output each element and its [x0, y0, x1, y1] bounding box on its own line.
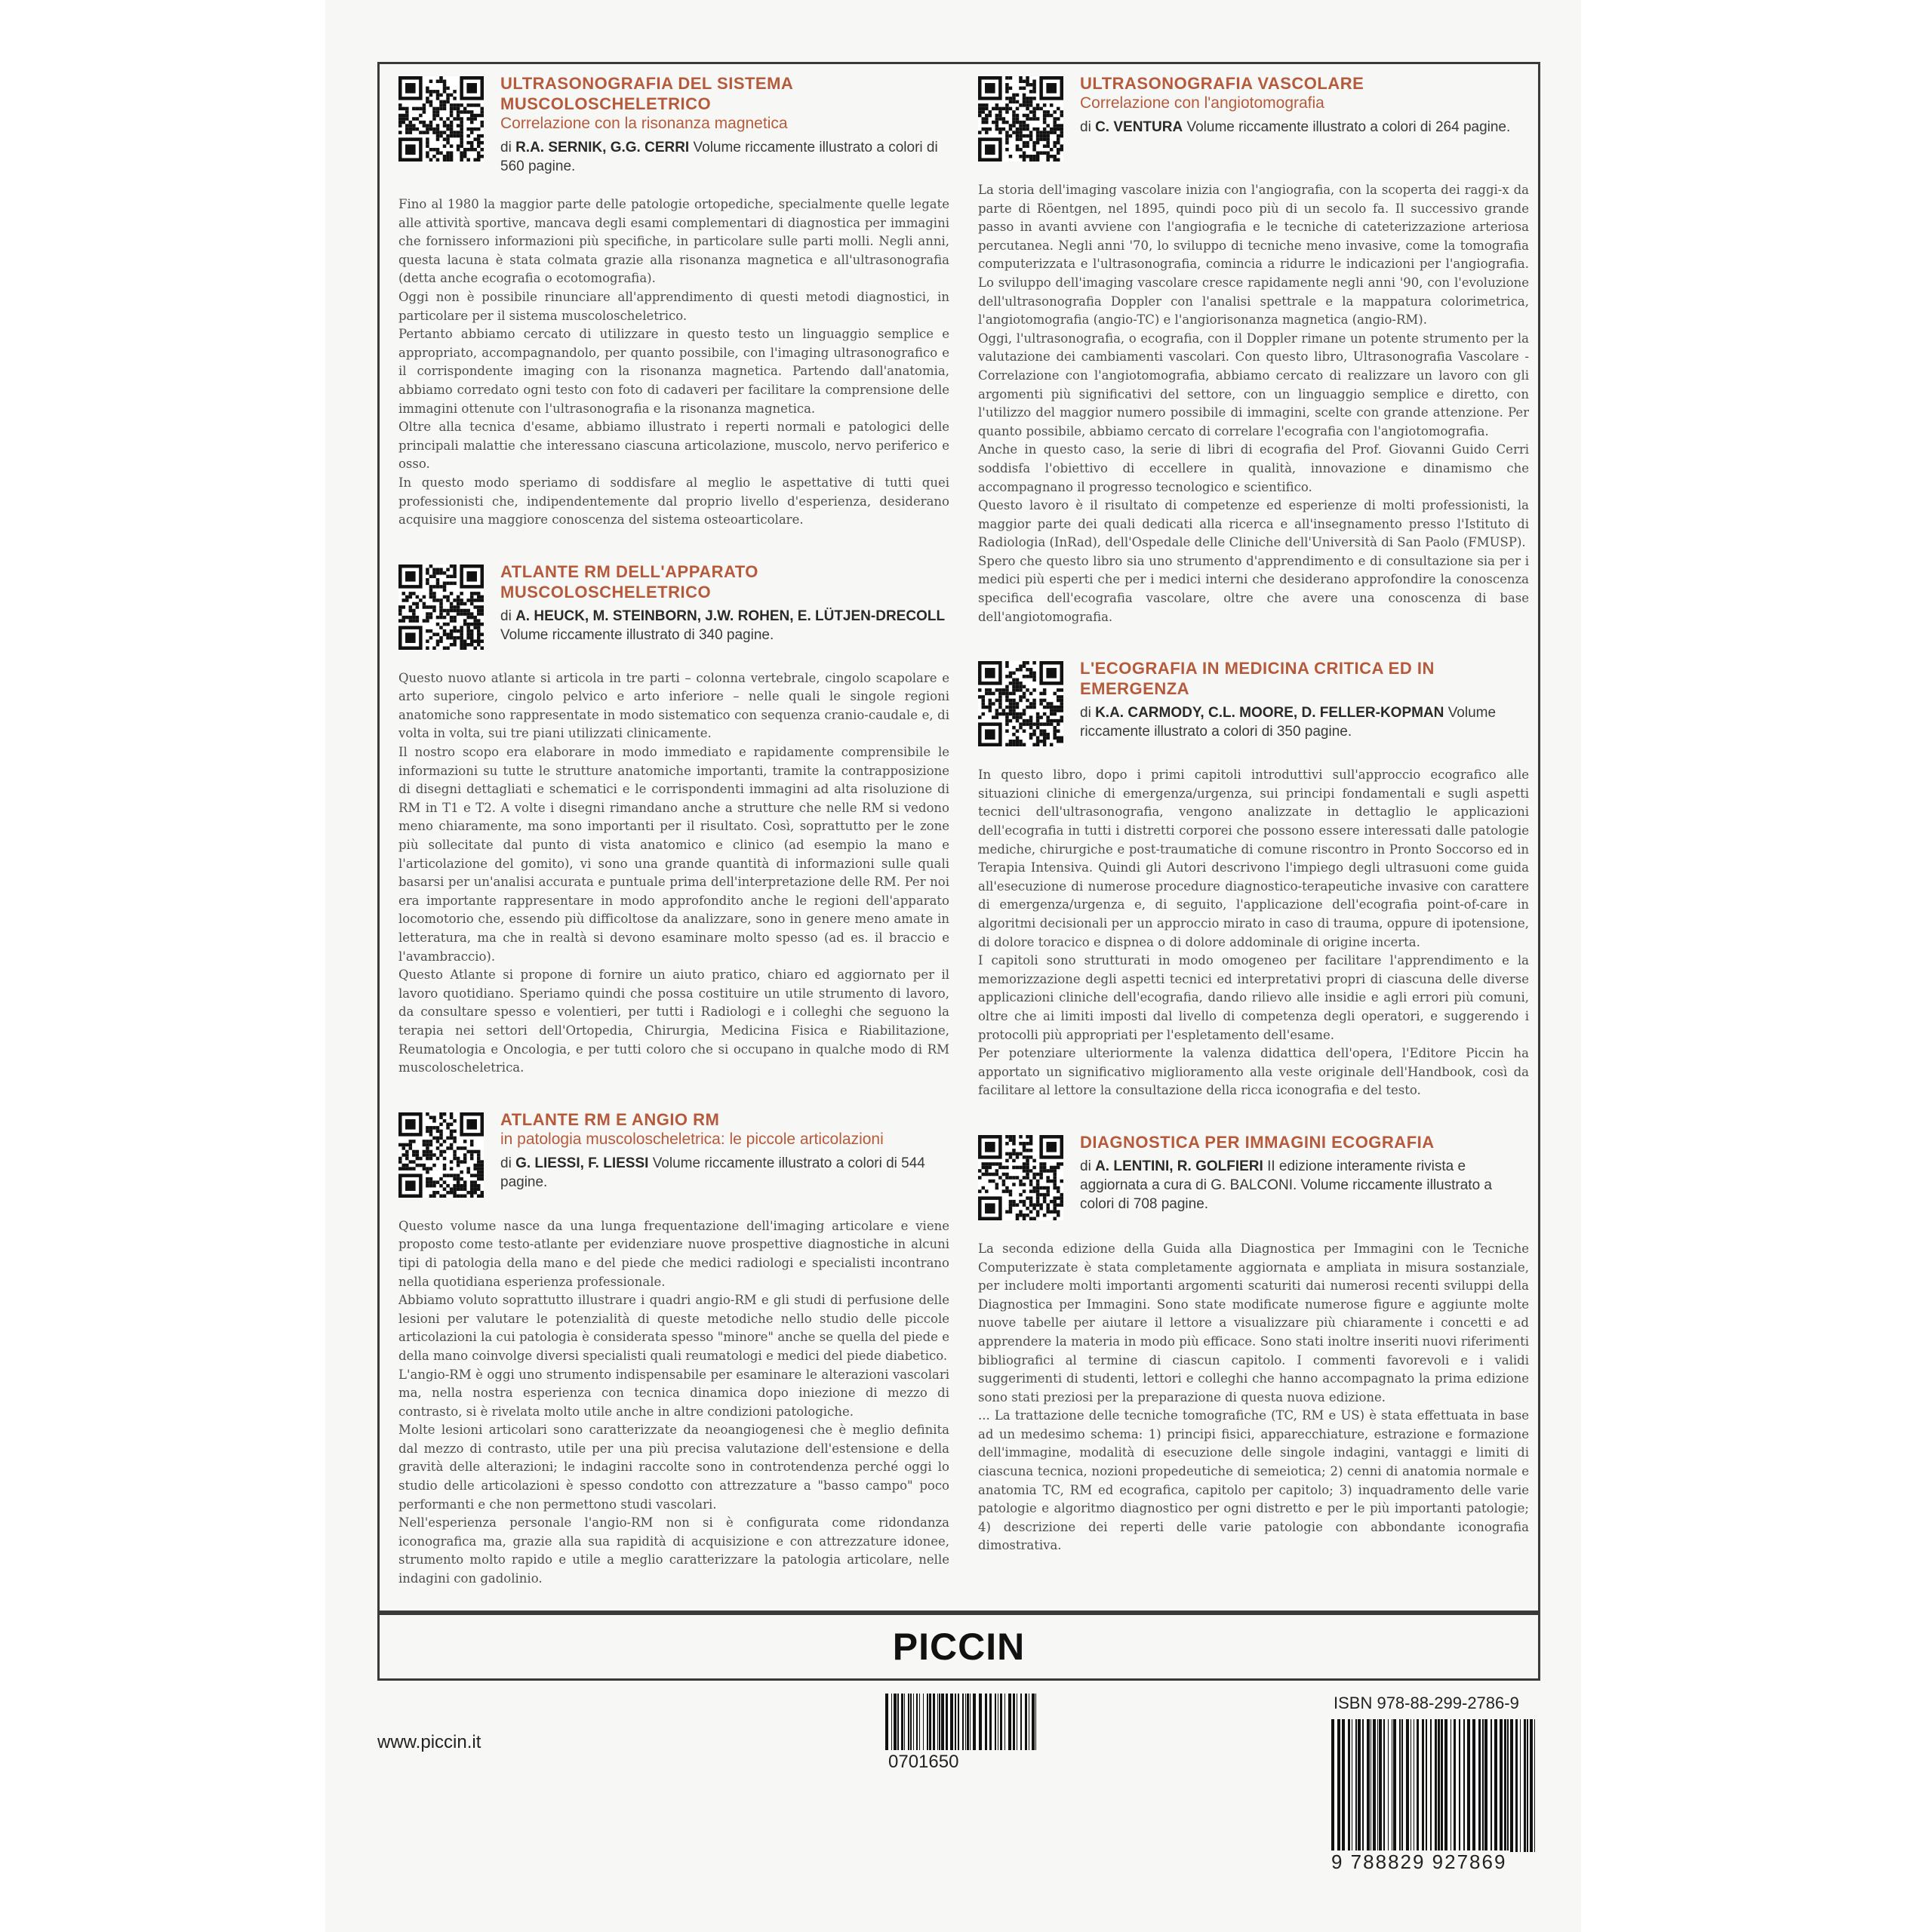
barcode-bar: [1510, 1719, 1513, 1852]
barcode-bar: [979, 1694, 982, 1750]
barcode-bar: [1454, 1719, 1456, 1852]
book-description: [978, 766, 1529, 1100]
book-entry: [398, 1109, 949, 1589]
description-paragraph: Oggi non è possibile rinunciare all'apprendimento di questi metodi diagnostici, in particolare per il sistema muscoloscheletrico.: [398, 289, 949, 323]
book-entry: [978, 1132, 1529, 1555]
book-byline: [1080, 703, 1529, 741]
barcode-bar: [1406, 1719, 1409, 1852]
barcode-bar: [904, 1694, 905, 1750]
description-paragraph: Nell'esperienza personale l'angio-RM non si è configurata come ridondanza iconografica ma, grazie alla sua rapidità di acquisizione e con attrezzature idonee, strumento molto rapido e utile a meglio caratterizzare la patologia articolare, nelle indagini con gadolinio.: [398, 1515, 949, 1586]
book-title: DIAGNOSTICA PER IMMAGINI ECOGRAFIA: [1080, 1132, 1435, 1152]
barcode-bar: [897, 1694, 899, 1750]
description-paragraph: Questo nuovo atlante si articola in tre parti – colonna vertebrale, cingolo scapolare e arto superiore, cingolo pelvico e arto inferiore – nelle quali le singole regioni anatomiche sono rappresentate in modo sistematico con sequenza cranio-caudale e, di volta in volta, sui tre piani utilizzati clinicamente.: [398, 670, 949, 741]
barcode-bar: [1507, 1719, 1509, 1852]
barcode-bar: [901, 1694, 903, 1750]
description-paragraph: L'angio-RM è oggi uno strumento indispensabile per esaminare le alterazioni vascolari ma, nella nostra esperienza con tecnica dinamica dopo iniezione di mezzo di contrasto, si è rivelata molto utile anche in altre condizioni patologiche.: [398, 1367, 949, 1419]
qr-code-icon: [978, 1135, 1063, 1220]
barcode-bar: [919, 1694, 920, 1750]
barcode-bar: [1478, 1719, 1481, 1852]
book-description: [398, 195, 949, 530]
barcode-bar: [1430, 1719, 1432, 1852]
barcode-bar: [1367, 1719, 1370, 1852]
barcode-bar: [985, 1694, 987, 1750]
book-meta: [1080, 1132, 1529, 1214]
book-subtitle: in patologia muscoloscheletrica: le piccole articolazioni: [500, 1130, 884, 1148]
barcode-bar: [1373, 1719, 1376, 1852]
barcode-bar: [916, 1694, 918, 1750]
book-authors: K.A. CARMODY, C.L. MOORE, D. FELLER-KOPMAN: [1095, 705, 1444, 721]
qr-code-icon: [398, 76, 484, 162]
byline-prefix: di: [500, 140, 512, 155]
book-title: ATLANTE RM E ANGIO RM: [500, 1109, 720, 1129]
book-entry-header: [398, 561, 949, 650]
book-entry: [398, 73, 949, 530]
book-details: Volume riccamente illustrato a colori di 350 pagine.: [1080, 705, 1497, 740]
book-title: ULTRASONOGRAFIA VASCOLARE: [1080, 74, 1364, 93]
book-entry-header: [978, 1132, 1529, 1220]
barcode-bar: [1520, 1719, 1521, 1852]
book-details: Volume riccamente illustrato a colori di 560 pagine.: [500, 140, 938, 174]
barcode-bar: [1500, 1719, 1503, 1852]
barcode-bar: [1524, 1719, 1526, 1852]
barcode-bar: [937, 1694, 938, 1750]
barcode-bar: [1417, 1719, 1419, 1852]
product-barcode-bars: [885, 1694, 1036, 1750]
barcode-bar: [1467, 1719, 1470, 1852]
book-description: [398, 669, 949, 1078]
book-authors: A. LENTINI, R. GOLFIERI: [1095, 1158, 1263, 1174]
barcode-bar: [1472, 1719, 1475, 1852]
book-entry: [978, 658, 1529, 1100]
description-paragraph: Anche in questo caso, la serie di libri di ecografia del Prof. Giovanni Guido Cerri soddisfa l'obiettivo di eccellere in qualità, innovazione e dinamismo che accompagnano il progresso tecnologico e scientifico.: [978, 442, 1529, 494]
left-column: [398, 73, 949, 1620]
book-meta: [500, 73, 949, 176]
description-paragraph: Per potenziare ulteriormente la valenza didattica dell'opera, l'Editore Piccin ha apportato un significativo miglioramento alla veste originale dell'Handbook, così da facilitare al lettore la consultazione della ricca iconografia e del testo.: [978, 1046, 1529, 1098]
barcode-bar: [1035, 1694, 1036, 1750]
barcode-bar: [1032, 1694, 1035, 1750]
barcode-bar: [927, 1694, 928, 1750]
barcode-bar: [1504, 1719, 1506, 1852]
barcode-bar: [1494, 1719, 1497, 1852]
book-meta: [1080, 73, 1529, 137]
barcode-bar: [923, 1694, 924, 1750]
product-barcode: [885, 1694, 1036, 1773]
book-title: ATLANTE RM DELL'APPARATO MUSCOLOSCHELETRICO: [500, 561, 758, 601]
book-byline: [500, 607, 949, 645]
byline-prefix: di: [1080, 119, 1091, 135]
barcode-bar: [995, 1694, 996, 1750]
book-authors: G. LIESSI, F. LIESSI: [515, 1155, 649, 1171]
byline-prefix: di: [1080, 1158, 1091, 1174]
isbn-barcode-digits: 9 788829 927869: [1328, 1850, 1509, 1874]
qr-code-icon: [978, 661, 1063, 746]
description-paragraph: Questo volume nasce da una lunga frequentazione dell'imaging articolare e viene proposto come testo-atlante per evidenziare nuove prospettive diagnostiche in alcuni tipi di patologia della mano e del piede che medici radiologi e specialisti incontrano nella quotidiana esperienza professionale.: [398, 1218, 949, 1289]
book-authors: A. HEUCK, M. STEINBORN, J.W. ROHEN, E. LÜTJEN-DRECOLL: [515, 608, 946, 624]
barcode-bar: [950, 1694, 953, 1750]
barcode-bar: [891, 1694, 892, 1750]
website-url: www.piccin.it: [377, 1732, 481, 1752]
description-paragraph: Fino al 1980 la maggior parte delle patologie ortopediche, specialmente quelle legate alle attività sportive, mancava degli esami complementari di diagnostica per immagini che fornissero informazioni più specifiche, in particolare sulle parti molli. Negli anni, questa lacuna è stata colmata grazie alla risonanza magnetica e all'ultrasonografia (detta anche ecografia o ecotomografia).: [398, 197, 949, 286]
isbn-barcode-bars: [1331, 1719, 1535, 1852]
description-paragraph: In questo libro, dopo i primi capitoli introduttivi sull'approccio ecografico alle situazioni cliniche di emergenza/urgenza, sui principi fondamentali e sugli aspetti tecnici dell'ultrasonografia, vengono analizzate in dettaglio le applicazioni dell'ecografia in tutti i distretti corporei che possono essere interessati dalle patologie mediche, chirurgiche e post-traumatiche di comune riscontro in Pronto Soccorso ed in Terapia Intensiva. Quindi gli Autori descrivono l'impiego degli ultrasuoni come guida all'esecuzione di numerose procedure diagnostico-terapeutiche invasive con carattere di emergenza/urgenza e, di seguito, l'applicazione dell'ecografia point-of-care in algoritmi decisionali per un approccio mirato in caso di trauma, oppure di ipotensione, di dolore toracico e dispnea o di dolore addominale di origine incerta.: [978, 768, 1529, 949]
book-authors: C. VENTURA: [1095, 119, 1183, 135]
barcode-bar: [1355, 1719, 1357, 1852]
book-entry-header: [398, 1109, 949, 1198]
description-paragraph: Molte lesioni articolari sono caratterizzate da neoangiogenesi che è meglio definita dal mezzo di contrasto, utile per una più precisa valutazione dell'estensione e della gravità delle alterazioni; le indagini raccolte sono in controtendenza perché oggi lo studio delle articolazioni è spesso condotto con attrezzature a "basso campo" poco performanti e che non permettono studi vascolari.: [398, 1423, 949, 1512]
barcode-bar: [1435, 1719, 1437, 1852]
barcode-bar: [1000, 1694, 1002, 1750]
barcode-bar: [1348, 1719, 1350, 1852]
book-meta: [1080, 658, 1529, 741]
product-code: 0701650: [888, 1752, 959, 1772]
book-entry: [978, 73, 1529, 626]
description-paragraph: Il nostro scopo era elaborare in modo immediato e rapidamente comprensibile le informazioni su tutte le strutture anatomiche importanti, tramite la contrapposizione di disegni dettagliati e schematici e le corrispondenti immagini ad alta risoluzione di RM in T1 e T2. A volte i disegni rimandano anche a strutture che nelle RM si vedono meno chiaramente, ma sono importanti per il risultato. Così, soprattutto per le zone più sollecitate dal punto di vista anatomico e clinico (ad esempio la mano e l'articolazione del gomito), vi sono una grande quantità di informazioni sulle quali basarsi per un'analisi accurata e puntuale prima dell'interpretazione delle RM. Per noi era importante rappresentare in modo approfondito anche le regioni dell'apparato locomotorio che, essendo più difficoltose da analizzare, sono in genere meno amate in letteratura, ma che in realtà si devono esaminare molto spesso (ad es. il braccio e l'avambraccio).: [398, 745, 949, 964]
barcode-bar: [958, 1694, 959, 1750]
byline-prefix: di: [1080, 705, 1091, 721]
barcode-bar: [910, 1694, 912, 1750]
barcode-bar: [894, 1694, 897, 1750]
barcode-bar: [1383, 1719, 1385, 1852]
barcode-bar: [933, 1694, 935, 1750]
book-details: Volume riccamente illustrato a colori di 544 pagine.: [500, 1155, 925, 1190]
barcode-bar: [946, 1694, 948, 1750]
book-authors: R.A. SERNIK, G.G. CERRI: [515, 140, 690, 155]
book-meta: [500, 561, 949, 645]
book-meta: [500, 1109, 949, 1192]
book-title: ULTRASONOGRAFIA DEL SISTEMA MUSCOLOSCHELETRICO: [500, 74, 793, 113]
description-paragraph: Oggi, l'ultrasonografia, o ecografia, con il Doppler rimane un potente strumento per la valutazione dei cambiamenti vascolari. Con questo libro, Ultrasonografia Vascolare - Correlazione con l'angiotomografia, abbiamo cercato di realizzare un lavoro con gli argomenti più significativi del settore, con un linguaggio semplice e diretto, con l'utilizzo del maggior numero possibile di immagini, scelte con grande attenzione. Per quanto possibile, abbiamo cercato di correlare l'ecografia con l'angiotomografia.: [978, 331, 1529, 438]
barcode-bar: [1342, 1719, 1345, 1852]
barcode-bar: [1426, 1719, 1427, 1852]
description-paragraph: Abbiamo voluto soprattutto illustrare i quadri angio-RM e gli studi di perfusione delle lesioni per valutare le potenzialità di queste metodiche nello studio delle piccole articolazioni la cui patologia è considerata spesso "minore" anche se quella del piede e della mano coinvolge diversi specialisti quali reumatologi e medici del piede diabetico.: [398, 1293, 949, 1363]
isbn-label: ISBN 978-88-299-2786-9: [1334, 1694, 1519, 1712]
barcode-bar: [941, 1694, 944, 1750]
publisher-band: [377, 1613, 1540, 1681]
right-column: [978, 73, 1529, 1587]
description-paragraph: Spero che questo libro sia uno strumento d'apprendimento e di consultazione sia per i medici più esperti che per i medici interni che desiderano approfondire la conoscenza specifica dell'ecografia vascolare, oltre che avere una conoscenza di base dell'angiotomografia.: [978, 553, 1529, 624]
barcode-bar: [1377, 1719, 1378, 1852]
book-entry-header: [978, 73, 1529, 162]
description-paragraph: Pertanto abbiamo cercato di utilizzare in questo testo un linguaggio semplice e appropriato, accompagnandolo, per quanto possibile, con l'imaging ultrasonografico e il corrispondente imaging con la risonanza magnetica. Partendo dall'anatomia, abbiamo corredato ogni testo con foto di cadaveri per facilitare la comprensione delle immagini ottenute con l'ultrasonografia e la risonanza magnetica.: [398, 327, 949, 416]
description-paragraph: I capitoli sono strutturati in modo omogeneo per facilitare l'apprendimento e la memorizzazione degli aspetti tecnici ed interpretativi propri di ciascuna delle diverse applicazioni cliniche dell'ecografia, dando rilievo alle insidie e agli errori più comuni, oltre che ai limiti imposti dal livello di competenza degli operatori, e suggerendo i protocolli più appropriati per l'espletamento dell'esame.: [978, 953, 1529, 1042]
barcode-bar: [973, 1694, 976, 1750]
book-byline: [1080, 1157, 1529, 1214]
barcode-bar: [1530, 1719, 1533, 1852]
barcode-bar: [1008, 1694, 1011, 1750]
barcode-bar: [1337, 1719, 1340, 1852]
qr-code-icon: [398, 565, 484, 650]
barcode-bar: [908, 1694, 909, 1750]
book-byline: [500, 1154, 949, 1192]
barcode-bar: [970, 1694, 971, 1750]
description-paragraph: In questo modo speriamo di soddisfare al meglio le aspettative di tutti quei professionisti che, indipendentemente dal proprio livello d'esperienza, desiderano acquisire una maggiore conoscenza del sistema osteoarticolare.: [398, 475, 949, 528]
publisher-logo: PICCIN: [892, 1626, 1026, 1668]
barcode-bar: [1013, 1694, 1015, 1750]
qr-code-icon: [978, 76, 1063, 162]
barcode-bar: [1004, 1694, 1005, 1750]
barcode-bar: [939, 1694, 940, 1750]
barcode-bar: [1527, 1719, 1528, 1852]
barcode-bar: [1484, 1719, 1487, 1852]
book-description: [398, 1217, 949, 1589]
barcode-bar: [1025, 1694, 1027, 1750]
barcode-bar: [1358, 1719, 1361, 1852]
book-details: II edizione interamente rivista e aggiornata a cura di G. BALCONI. Volume riccamente illustrato a colori di 708 pagine.: [1080, 1158, 1492, 1212]
description-paragraph: La storia dell'imaging vascolare inizia con l'angiografia, con la scoperta dei raggi-x da parte di Röentgen, nel 1895, quindi poco più di un secolo fa. Il successivo grande passo in avanti avviene con l'angiografia e le tecniche di cateterizzazione arteriosa percutanea. Negli anni '70, lo sviluppo di tecniche meno invasive, come la tomografia computerizzata e l'ultrasonografia, comincia a ridurre le indicazioni per l'angiografia. Lo sviluppo dell'imaging vascolare cresce rapidamente negli anni '90, con l'evoluzione dell'ultrasonografia Doppler con l'analisi spettrale e la mappatura colorimetrica, l'angiotomografia (angio-TC) e l'angiorisonanza magnetica (angio-RM).: [978, 183, 1529, 328]
barcode-bar: [1444, 1719, 1447, 1852]
barcode-bar: [1379, 1719, 1382, 1852]
book-entry-header: [978, 658, 1529, 746]
description-paragraph: ... La trattazione delle tecniche tomografiche (TC, RM e US) è stata effettuata in base ad un medesimo schema: 1) principi fisici, apparecchiature, estrazione e formazione dell'immagine, modalità di esecuzione delle singole indagini, vantaggi e limiti di ciascuna tecnica, nozioni propedeutiche di semeiotica; 2) cenni di anatomia normale e anatomia TC, RM ed ecografica, capitolo per capitolo; 3) inquadramento delle varie patologie e algoritmo diagnostico per ogni distretto e per le più importanti patologie; 4) descrizione dei reperti delle varie patologie con abbondante iconografia dimostrativa.: [978, 1408, 1529, 1553]
description-paragraph: Questo lavoro è il risultato di competenze ed esperienze di molti professionisti, la maggior parte dei quali dedicati alla ricerca e all'insegnamento presso l'Istituto di Radiologia (InRad), dell'Ospedale delle Cliniche dell'Università di San Paolo (FMUSP).: [978, 498, 1529, 550]
barcode-bar: [989, 1694, 992, 1750]
barcode-bar: [1422, 1719, 1424, 1852]
barcode-bar: [1441, 1719, 1443, 1852]
isbn-barcode: [1331, 1719, 1535, 1873]
barcode-bar: [1491, 1719, 1492, 1852]
book-entry: [398, 561, 949, 1078]
barcode-bar: [1331, 1719, 1334, 1852]
barcode-bar: [1438, 1719, 1440, 1852]
book-details: Volume riccamente illustrato di 340 pagine.: [500, 626, 774, 643]
barcode-bar: [967, 1694, 969, 1750]
barcode-bar: [1362, 1719, 1364, 1852]
book-details: Volume riccamente illustrato a colori di 264 pagine.: [1186, 119, 1511, 135]
description-paragraph: La seconda edizione della Guida alla Diagnostica per Immagini con le Tecniche Computerizzate è stata completamente aggiornata e ampliata in misura sostanziale, per includere molti importanti argomenti scaturiti dai numerosi recenti sviluppi della Diagnostica per Immagini. Sono state modificate numerose figure e aggiunte molte nuove tabelle per aiutare il lettore a visualizzare più chiaramente i concetti e ad apprendere la materia in modo più efficace. Sono stati inoltre inseriti nuovi riferimenti bibliografici al termine di ciascun capitolo. I commenti favorevoli e i validi suggerimenti di studenti, lettori e colleghi che hanno accompagnato la prima edizione sono stati preziosi per la preparazione di questa nuova edizione.: [978, 1241, 1529, 1404]
book-description: [978, 1240, 1529, 1555]
barcode-bar: [885, 1694, 888, 1750]
book-entry-header: [398, 73, 949, 176]
byline-prefix: di: [500, 1155, 512, 1171]
barcode-bar: [1515, 1719, 1518, 1852]
barcode-bar: [1393, 1719, 1396, 1852]
barcode-bar: [1020, 1694, 1022, 1750]
book-byline: [1080, 118, 1529, 137]
barcode-bar: [1463, 1719, 1465, 1852]
barcode-bar: [1401, 1719, 1403, 1852]
barcode-bar: [955, 1694, 956, 1750]
barcode-bar: [913, 1694, 914, 1750]
byline-prefix: di: [500, 608, 512, 624]
barcode-bar: [1388, 1719, 1389, 1852]
barcode-bar: [1459, 1719, 1460, 1852]
qr-code-icon: [398, 1112, 484, 1198]
barcode-bar: [965, 1694, 966, 1750]
description-paragraph: Oltre alla tecnica d'esame, abbiamo illustrato i reperti normali e patologici delle principali malattie che interessano ciascuna articolazione, muscolo, nervo periferico e osso.: [398, 420, 949, 472]
barcode-bar: [1534, 1719, 1535, 1852]
book-title: L'ECOGRAFIA IN MEDICINA CRITICA ED IN EMERGENZA: [1080, 659, 1435, 699]
book-description: [978, 181, 1529, 626]
book-byline: [500, 138, 949, 176]
book-subtitle: Correlazione con l'angiotomografia: [1080, 94, 1324, 112]
description-paragraph: Questo Atlante si propone di fornire un aiuto pratico, chiaro ed aggiornato per il lavoro quotidiano. Speriamo quindi che possa costituire un utile strumento di lavoro, da consultare spesso e volentieri, per tutti i Radiologi e i colleghi che seguono la terapia nei settori dell'Ortopedia, Chirurgia, Medicina Fisica e Riabilitazione, Reumatologia e Oncologia, e per tutti coloro che si occupano in qualche modo di RM muscoloscheletrica.: [398, 968, 949, 1075]
book-subtitle: Correlazione con la risonanza magnetica: [500, 115, 788, 132]
barcode-bar: [962, 1694, 964, 1750]
barcode-bar: [1399, 1719, 1401, 1852]
barcode-bar: [929, 1694, 931, 1750]
barcode-bar: [1482, 1719, 1484, 1852]
